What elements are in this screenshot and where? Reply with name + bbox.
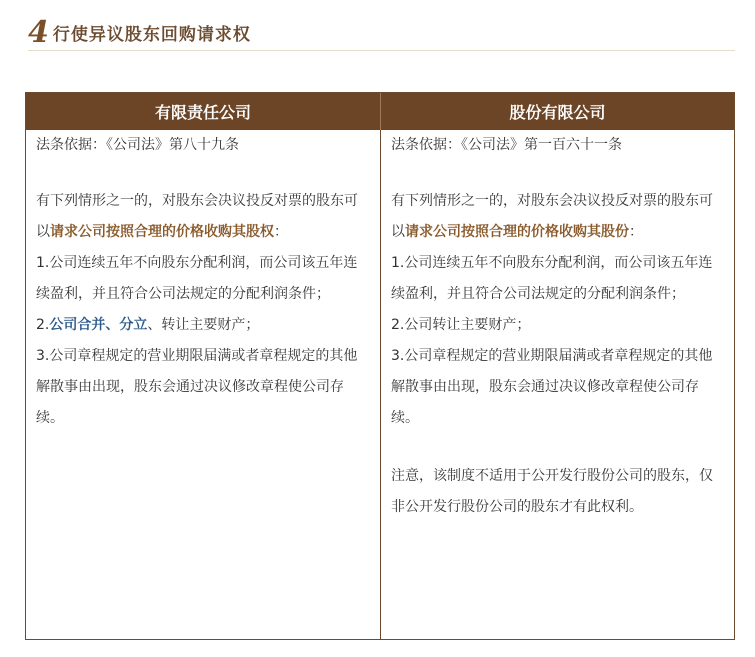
column-llc	[26, 130, 381, 639]
section-number: 4	[28, 15, 49, 50]
table-body-row	[26, 130, 734, 639]
legal-basis: 法条依据：《公司法》第一百六十一条	[391, 137, 622, 153]
lead-text: 有下列情形之一的，对股东会决议投反对票的股东可以	[391, 193, 713, 240]
list-item: 2.公司转让主要财产；	[391, 317, 531, 333]
item-highlight: 公司合并、分立	[49, 317, 148, 333]
legal-basis: 法条依据：《公司法》第八十九条	[36, 137, 239, 153]
lead-paragraph	[36, 186, 370, 248]
lead-paragraph	[391, 186, 724, 248]
table-header-row	[26, 93, 734, 130]
header-joint-stock: 股份有限公司	[509, 103, 606, 122]
column-joint-stock	[381, 130, 734, 639]
note-paragraph: 注意，该制度不适用于公开发行股份公司的股东，仅非公开发行股份公司的股东才有此权利。	[391, 468, 713, 515]
item-number: 2.	[36, 317, 50, 333]
list-item: 3.公司章程规定的营业期限届满或者章程规定的其他解散事由出现，股东会通过决议修改章程使公司存续。	[391, 348, 713, 426]
lead-colon: ：	[629, 224, 643, 240]
list-item: 1.公司连续五年不向股东分配利润，而公司该五年连续盈利，并且符合公司法规定的分配利润条件；	[391, 255, 713, 302]
header-llc: 有限责任公司	[26, 93, 381, 130]
section-heading	[28, 14, 251, 48]
section-title: 行使异议股东回购请求权	[52, 25, 251, 45]
comparison-table	[25, 92, 735, 640]
list-item	[36, 310, 370, 341]
list-item: 1.公司连续五年不向股东分配利润，而公司该五年连续盈利，并且符合公司法规定的分配利润条件；	[36, 255, 358, 302]
lead-text: 有下列情形之一的，对股东会决议投反对票的股东可以	[36, 193, 358, 240]
item-text: 、转让主要财产；	[147, 317, 260, 333]
lead-colon: ：	[274, 224, 288, 240]
list-item: 3.公司章程规定的营业期限届满或者章程规定的其他解散事由出现，股东会通过决议修改章程使公司存续。	[36, 348, 358, 426]
heading-divider	[28, 50, 735, 51]
lead-highlight: 请求公司按照合理的价格收购其股份	[405, 224, 629, 240]
lead-highlight: 请求公司按照合理的价格收购其股权	[50, 224, 274, 240]
